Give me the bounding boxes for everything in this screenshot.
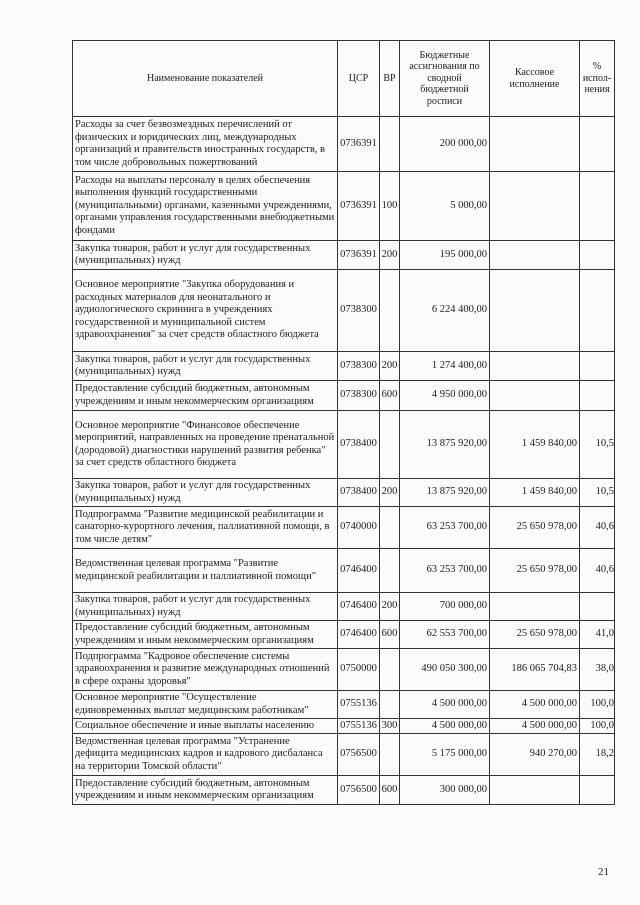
row-name: Закупка товаров, работ и услуг для государственных (муниципальных) нужд (73, 479, 338, 507)
row-pct (580, 593, 615, 621)
row-pct: 40,6 (580, 549, 615, 593)
row-budget: 300 000,00 (400, 776, 490, 805)
row-pct (580, 241, 615, 270)
row-name: Расходы за счет безвозмездных перечислений от физических и юридических лиц, международных организаций и правительств иностранных государств, в том числе добровольных пожертвований (73, 117, 338, 172)
header-pct: % испол-нения (580, 41, 615, 117)
row-cash: 186 065 704,83 (490, 649, 580, 691)
table-row (73, 734, 615, 776)
row-pct: 18,2 (580, 734, 615, 776)
row-csr: 0738400 (338, 479, 380, 507)
row-pct (580, 117, 615, 172)
header-budget: Бюджетные ассигнования по сводной бюджетной росписи (400, 41, 490, 117)
table-row (73, 776, 615, 805)
header-name: Наименование показателей (73, 41, 338, 117)
row-csr: 0740000 (338, 507, 380, 549)
row-name: Основное мероприятие "Финансовое обеспечение мероприятий, направленных на проведение пренатальной (дородовой) диагностики нарушений развития ребенка" за счет средств областного бюджета (73, 411, 338, 479)
table-row (73, 411, 615, 479)
table-row (73, 352, 615, 381)
table-row (73, 719, 615, 734)
row-pct: 10,5 (580, 411, 615, 479)
page-number: 21 (598, 866, 609, 878)
table-row (73, 172, 615, 241)
row-name: Социальное обеспечение и иные выплаты населению (73, 719, 338, 734)
row-pct (580, 352, 615, 381)
row-csr: 0746400 (338, 549, 380, 593)
row-cash: 1 459 840,00 (490, 411, 580, 479)
table-row (73, 691, 615, 719)
row-vr: 600 (380, 776, 400, 805)
row-budget: 6 224 400,00 (400, 270, 490, 352)
row-csr: 0738400 (338, 411, 380, 479)
row-vr (380, 549, 400, 593)
row-vr: 200 (380, 593, 400, 621)
row-cash (490, 172, 580, 241)
row-csr: 0736391 (338, 117, 380, 172)
row-cash: 25 650 978,00 (490, 507, 580, 549)
row-name: Предоставление субсидий бюджетным, автономным учреждениям и иным некоммерческим организациям (73, 776, 338, 805)
row-cash (490, 241, 580, 270)
row-budget: 13 875 920,00 (400, 479, 490, 507)
row-name: Закупка товаров, работ и услуг для государственных (муниципальных) нужд (73, 241, 338, 270)
row-pct: 41,0 (580, 621, 615, 649)
row-csr: 0746400 (338, 621, 380, 649)
row-vr: 600 (380, 381, 400, 411)
row-budget: 490 050 300,00 (400, 649, 490, 691)
row-cash: 4 500 000,00 (490, 691, 580, 719)
row-name: Подпрограмма "Кадровое обеспечение системы здравоохранения и развитие международных отношений в сфере охраны здоровья" (73, 649, 338, 691)
row-cash (490, 381, 580, 411)
row-cash (490, 270, 580, 352)
row-name: Ведомственная целевая программа "Устранение дефицита медицинских кадров и кадрового дисбаланса на территории Томской области" (73, 734, 338, 776)
row-budget: 4 500 000,00 (400, 691, 490, 719)
row-name: Предоставление субсидий бюджетным, автономным учреждениям и иным некоммерческим организациям (73, 381, 338, 411)
row-budget: 63 253 700,00 (400, 549, 490, 593)
budget-table (72, 40, 615, 805)
row-vr (380, 734, 400, 776)
row-pct: 100,0 (580, 719, 615, 734)
row-csr: 0738300 (338, 270, 380, 352)
row-pct (580, 270, 615, 352)
row-name: Закупка товаров, работ и услуг для государственных (муниципальных) нужд (73, 593, 338, 621)
row-vr (380, 411, 400, 479)
row-budget: 200 000,00 (400, 117, 490, 172)
table-row (73, 381, 615, 411)
row-cash: 1 459 840,00 (490, 479, 580, 507)
row-vr: 300 (380, 719, 400, 734)
row-name: Ведомственная целевая программа "Развитие медицинской реабилитации и паллиативной помощи" (73, 549, 338, 593)
table-row (73, 507, 615, 549)
row-pct: 10,5 (580, 479, 615, 507)
row-name: Основное мероприятие "Осуществление единовременных выплат медицинским работникам" (73, 691, 338, 719)
table-row (73, 270, 615, 352)
row-vr: 100 (380, 172, 400, 241)
table-row (73, 117, 615, 172)
row-csr: 0756500 (338, 776, 380, 805)
row-vr: 200 (380, 241, 400, 270)
row-budget: 63 253 700,00 (400, 507, 490, 549)
row-budget: 13 875 920,00 (400, 411, 490, 479)
row-cash: 25 650 978,00 (490, 621, 580, 649)
row-vr (380, 117, 400, 172)
row-csr: 0738300 (338, 352, 380, 381)
row-budget: 4 500 000,00 (400, 719, 490, 734)
row-vr (380, 649, 400, 691)
row-vr: 600 (380, 621, 400, 649)
row-cash (490, 776, 580, 805)
row-csr: 0756500 (338, 734, 380, 776)
row-csr: 0750000 (338, 649, 380, 691)
row-csr: 0755136 (338, 719, 380, 734)
row-budget: 195 000,00 (400, 241, 490, 270)
row-pct: 40,6 (580, 507, 615, 549)
row-pct (580, 776, 615, 805)
row-cash: 4 500 000,00 (490, 719, 580, 734)
row-pct: 100,0 (580, 691, 615, 719)
table-row (73, 649, 615, 691)
row-name: Подпрограмма "Развитие медицинской реабилитации и санаторно-курортного лечения, паллиативной помощи, в том числе детям" (73, 507, 338, 549)
row-cash: 25 650 978,00 (490, 549, 580, 593)
row-csr: 0755136 (338, 691, 380, 719)
table-row (73, 549, 615, 593)
row-csr: 0736391 (338, 241, 380, 270)
header-row (73, 41, 615, 117)
row-budget: 1 274 400,00 (400, 352, 490, 381)
row-budget: 700 000,00 (400, 593, 490, 621)
row-cash (490, 117, 580, 172)
header-vr: ВР (380, 41, 400, 117)
row-vr (380, 270, 400, 352)
row-name: Закупка товаров, работ и услуг для государственных (муниципальных) нужд (73, 352, 338, 381)
header-cash: Кассовое исполнение (490, 41, 580, 117)
row-cash (490, 352, 580, 381)
row-name: Предоставление субсидий бюджетным, автономным учреждениям и иным некоммерческим организациям (73, 621, 338, 649)
row-vr (380, 691, 400, 719)
table-row (73, 593, 615, 621)
row-pct (580, 172, 615, 241)
table-row (73, 621, 615, 649)
row-budget: 5 000,00 (400, 172, 490, 241)
table-row (73, 241, 615, 270)
row-name: Основное мероприятие "Закупка оборудования и расходных материалов для неонатального и аудиологического скрининга в учреждениях государственной и муниципальной систем здравоохранения" за счет средств областного бюджета (73, 270, 338, 352)
row-csr: 0738300 (338, 381, 380, 411)
row-pct: 38,0 (580, 649, 615, 691)
row-csr: 0746400 (338, 593, 380, 621)
header-csr: ЦСР (338, 41, 380, 117)
row-vr: 200 (380, 479, 400, 507)
row-cash (490, 593, 580, 621)
table-row (73, 479, 615, 507)
row-vr: 200 (380, 352, 400, 381)
row-cash: 940 270,00 (490, 734, 580, 776)
row-pct (580, 381, 615, 411)
row-budget: 62 553 700,00 (400, 621, 490, 649)
row-budget: 5 175 000,00 (400, 734, 490, 776)
row-csr: 0736391 (338, 172, 380, 241)
row-vr (380, 507, 400, 549)
row-name: Расходы на выплаты персоналу в целях обеспечения выполнения функций государственными (муниципальными) органами, казенными учреждениями, органами управления государственными внебюджетными фондами (73, 172, 338, 241)
row-budget: 4 950 000,00 (400, 381, 490, 411)
